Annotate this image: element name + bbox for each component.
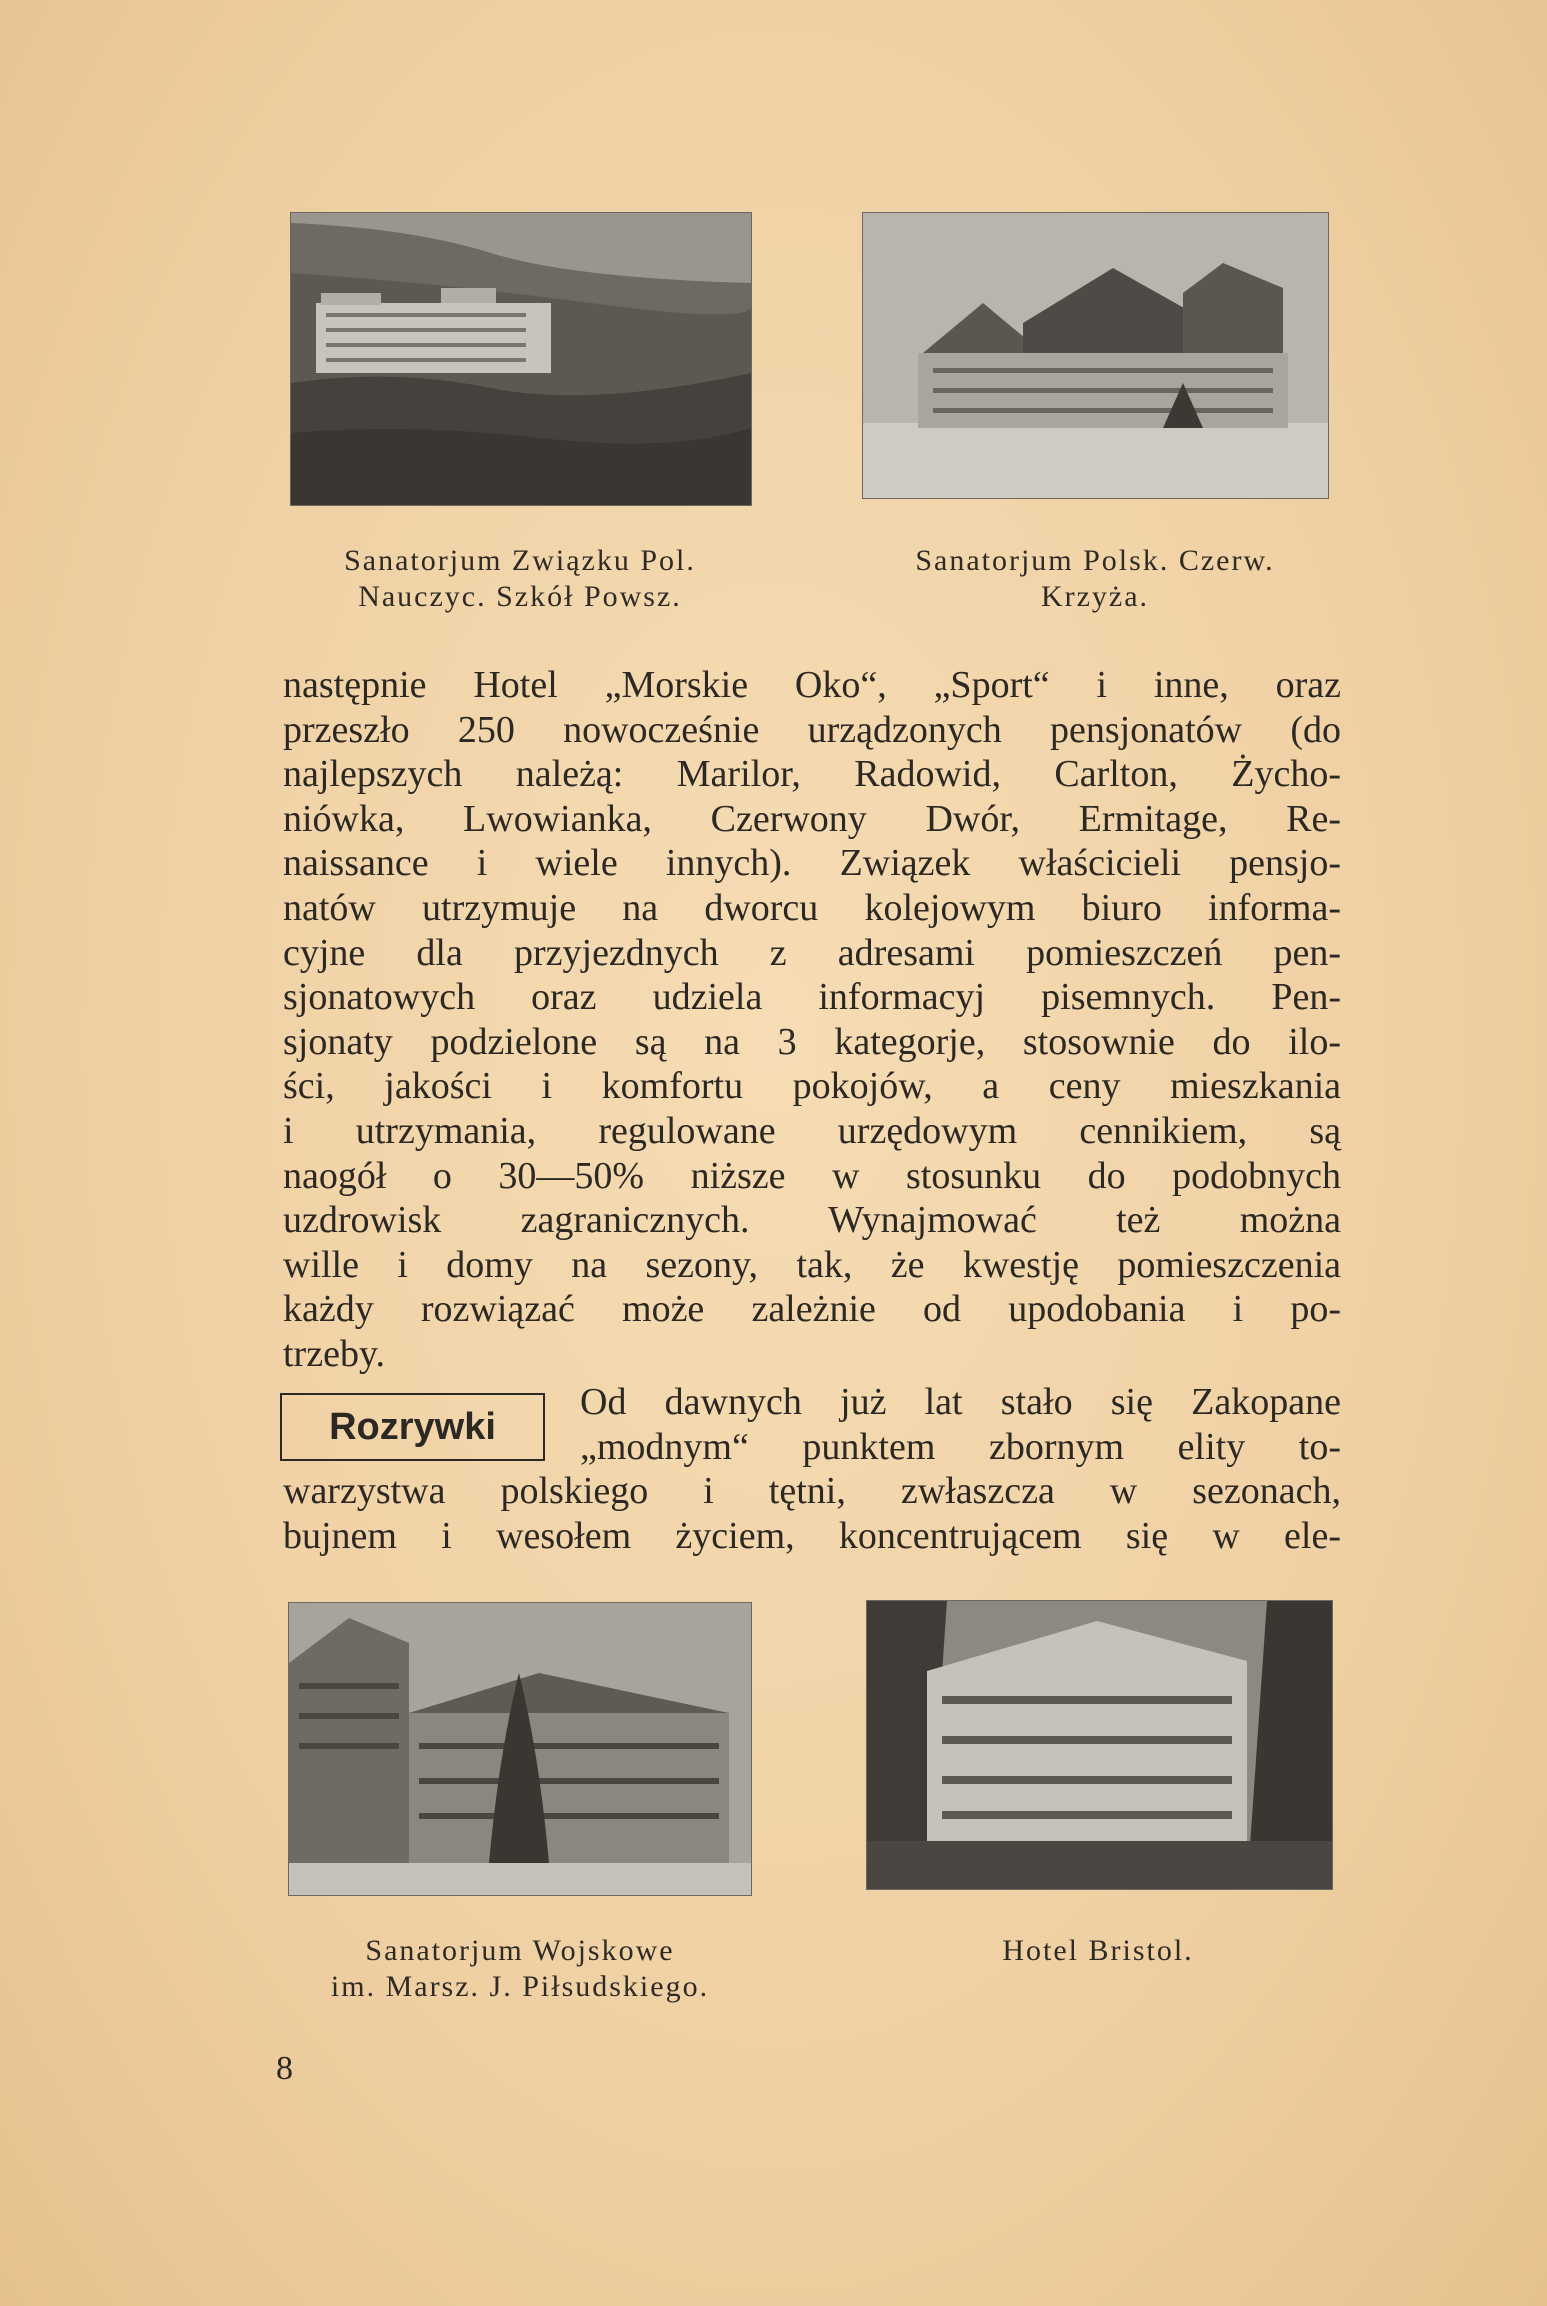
caption-military-sanatorium xyxy=(270,1933,770,2005)
text-line: naogół o 30—50% niższe w stosunku do podobnych xyxy=(283,1154,1341,1197)
sanatorium-teachers-image xyxy=(291,213,751,505)
text-line: warzystwa polskiego i tętni, zwłaszcza w sezonach, xyxy=(283,1470,1341,1512)
text-line: sjonatowych oraz udziela informacyj pisemnych. Pen- xyxy=(283,976,1341,1019)
text-line: ści, jakości i komfortu pokojów, a ceny mieszkania xyxy=(283,1065,1341,1108)
caption-line: im. Marsz. J. Piłsudskiego. xyxy=(330,1970,710,2003)
photo-sanatorium-red-cross xyxy=(862,212,1329,499)
text-line: najlepszych należą: Marilor, Radowid, Carlton, Życho- xyxy=(283,753,1341,796)
text-line: natów utrzymuje na dworcu kolejowym biuro informa- xyxy=(283,886,1341,929)
text-line: „modnym“ punktem zbornym elity to- xyxy=(580,1425,1341,1468)
section-heading-rozrywki: Rozrywki xyxy=(280,1393,545,1461)
photo-hotel-bristol xyxy=(866,1600,1333,1890)
text-line: naissance i wiele innych). Związek właścicieli pensjo- xyxy=(283,842,1341,885)
text-line: każdy rozwiązać może zależnie od upodobania i po- xyxy=(283,1288,1341,1331)
sanatorium-red-cross-image xyxy=(863,213,1328,498)
caption-sanatorium-red-cross xyxy=(845,543,1345,615)
photo-sanatorium-teachers xyxy=(290,212,752,506)
caption-line: Hotel Bristol. xyxy=(1002,1934,1194,1967)
text-line: wille i domy na sezony, tak, że kwestję pomieszczenia xyxy=(283,1243,1341,1286)
caption-hotel-bristol xyxy=(848,1933,1348,1969)
text-line: trzeby. xyxy=(283,1332,385,1375)
text-line: bujnem i wesołem życiem, koncentrującem się w ele- xyxy=(283,1514,1341,1557)
section-side-text xyxy=(580,1380,1341,1469)
text-line: i utrzymania, regulowane urzędowym cennikiem, są xyxy=(283,1109,1341,1152)
military-sanatorium-image xyxy=(289,1603,751,1895)
main-paragraph xyxy=(283,663,1341,1377)
page-number: 8 xyxy=(276,2050,293,2087)
text-line: sjonaty podzielone są na 3 kategorje, stosownie do ilo- xyxy=(283,1020,1341,1063)
text-line: przeszło 250 nowocześnie urządzonych pensjonatów (do xyxy=(283,708,1341,751)
photo-military-sanatorium xyxy=(288,1602,752,1896)
hotel-bristol-image xyxy=(867,1601,1332,1889)
text-line: cyjne dla przyjezdnych z adresami pomieszczeń pen- xyxy=(283,931,1341,974)
caption-line: Sanatorjum Związku Pol. xyxy=(344,544,696,577)
caption-line: Sanatorjum Wojskowe xyxy=(365,1934,675,1967)
caption-line: Nauczyc. Szkół Powsz. xyxy=(358,580,682,613)
caption-line: Sanatorjum Polsk. Czerw. xyxy=(915,544,1275,577)
text-line: niówka, Lwowianka, Czerwony Dwór, Ermitage, Re- xyxy=(283,797,1341,840)
caption-line: Krzyża. xyxy=(1040,580,1150,613)
section-paragraph xyxy=(283,1469,1341,1558)
text-line: uzdrowisk zagranicznych. Wynajmować też można xyxy=(283,1199,1341,1242)
text-line: następnie Hotel „Morskie Oko“, „Sport“ i inne, oraz xyxy=(283,664,1341,706)
caption-sanatorium-teachers xyxy=(270,543,770,615)
text-line: Od dawnych już lat stało się Zakopane xyxy=(580,1381,1341,1423)
